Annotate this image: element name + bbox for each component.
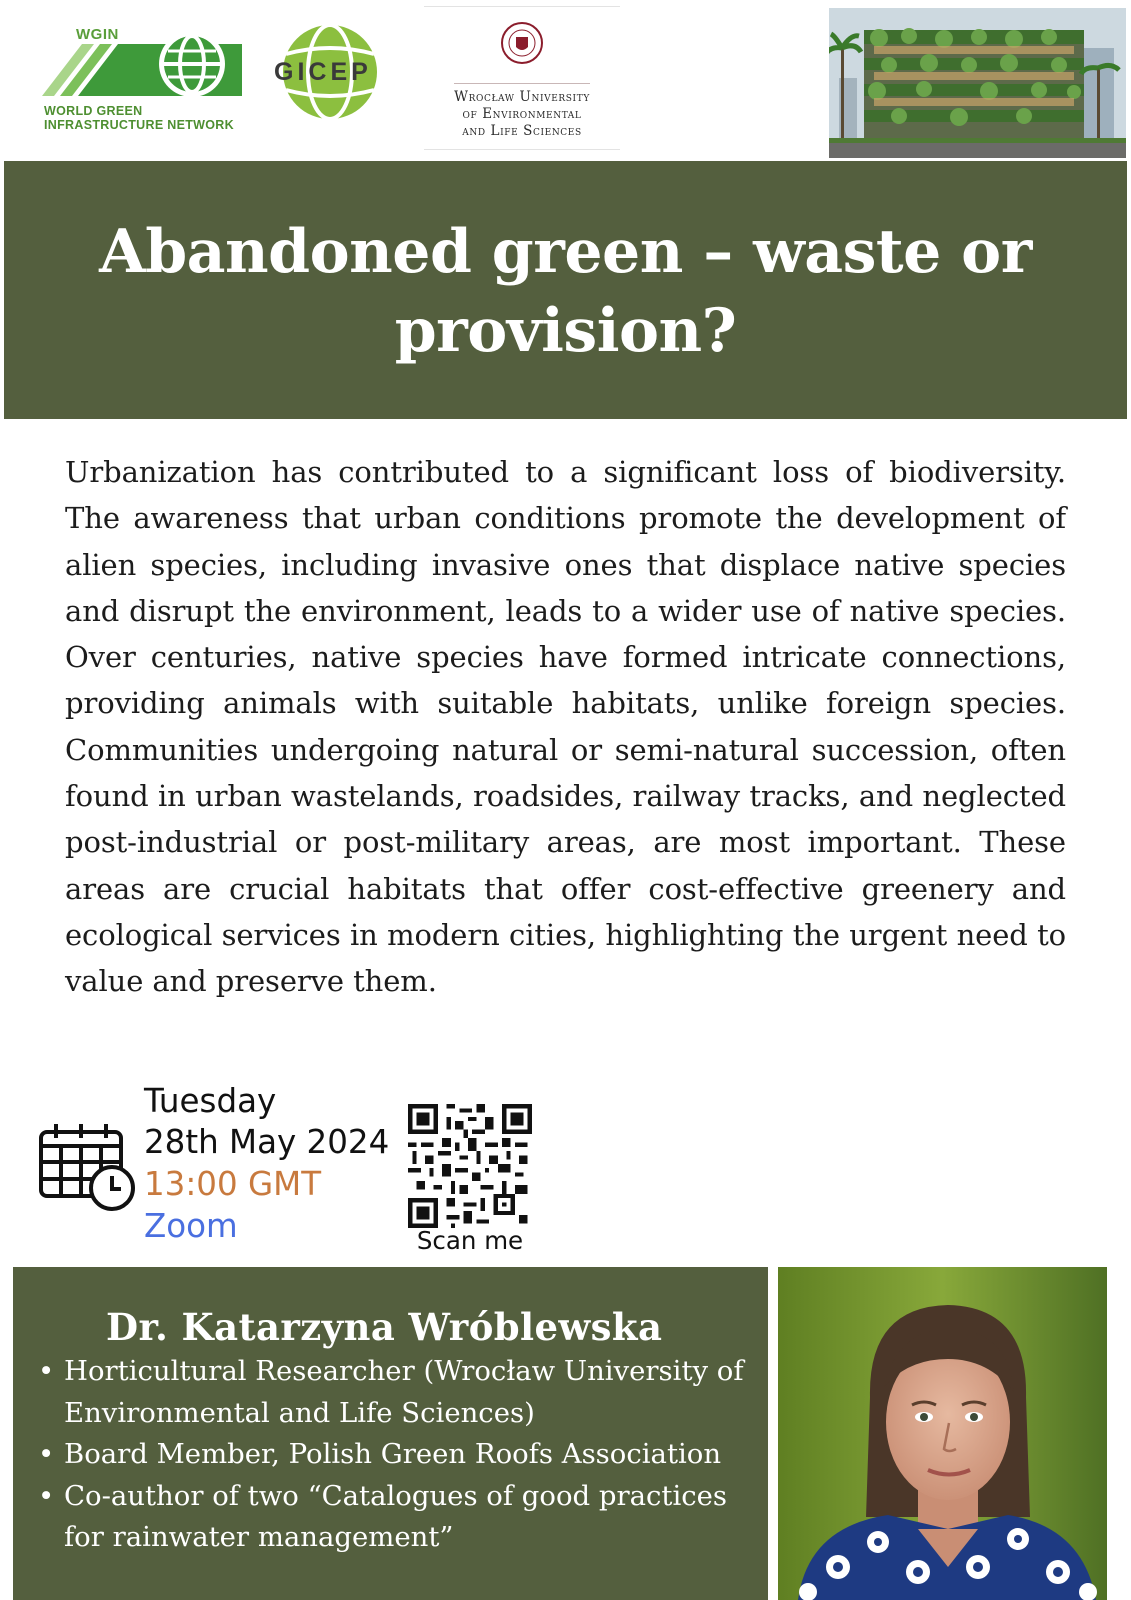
qr-code[interactable] (408, 1104, 532, 1228)
page-title: Abandoned green – waste or provision? (99, 217, 1032, 366)
wgin-name-line1: WORLD GREEN (44, 104, 143, 118)
event-date: 28th May 2024 (144, 1123, 390, 1161)
wgin-full-name (44, 104, 234, 132)
wroclaw-name-line2: of Environmental (462, 106, 582, 122)
green-building-image (829, 8, 1126, 158)
wroclaw-divider (454, 83, 590, 84)
event-day: Tuesday (144, 1082, 277, 1120)
university-seal-icon (500, 21, 544, 65)
speaker-bio-list (36, 1351, 766, 1559)
wgin-globe-icon (42, 24, 247, 104)
wroclaw-university-logo (424, 6, 620, 150)
bio-item: • Co-author of two “Catalogues of good practices for rainwater management” (36, 1476, 766, 1559)
wroclaw-name-line3: and Life Sciences (462, 123, 582, 139)
event-time: 13:00 GMT (144, 1165, 322, 1203)
green-building-illustration (829, 8, 1126, 158)
gicep-logo (272, 24, 392, 124)
wroclaw-name-line1: Wrocław University (454, 89, 590, 105)
speaker-portrait (778, 1267, 1107, 1600)
bio-item: • Horticultural Researcher (Wrocław University of Environmental and Life Sciences) (36, 1351, 766, 1434)
abstract-text: Urbanization has contributed to a significant loss of biodiversity. The awareness that urban conditions promote the development of alien species, including invasive ones that displace native species and disrupt the environment, leads to a wider use of native species. Over centuries, native species have formed intricate connections, providing animals with suitable habitats, unlike foreign species. Communities undergoing natural or semi-natural succession, often found in urban wastelands, roadsides, railway tracks, and neglected post-industrial or post-military areas, are most important. These areas are crucial habitats that offer cost-effective greenery and ecological services in modern cities, highlighting the urgent need to value and preserve them. (65, 455, 1066, 999)
wgin-abbr: WGIN (76, 26, 119, 43)
bio-item: • Board Member, Polish Green Roofs Association (36, 1434, 766, 1476)
wgin-logo (42, 24, 247, 134)
wgin-name-line2: INFRASTRUCTURE NETWORK (44, 118, 234, 132)
speaker-portrait-illustration (778, 1267, 1107, 1600)
qr-scan-label: Scan me (416, 1226, 524, 1255)
calendar-clock-icon (38, 1122, 138, 1214)
wroclaw-university-name (424, 89, 620, 140)
title-banner (4, 161, 1127, 419)
speaker-name: Dr. Katarzyna Wróblewska (106, 1305, 663, 1349)
gicep-name: GICEP (274, 58, 372, 86)
event-platform: Zoom (144, 1207, 238, 1245)
